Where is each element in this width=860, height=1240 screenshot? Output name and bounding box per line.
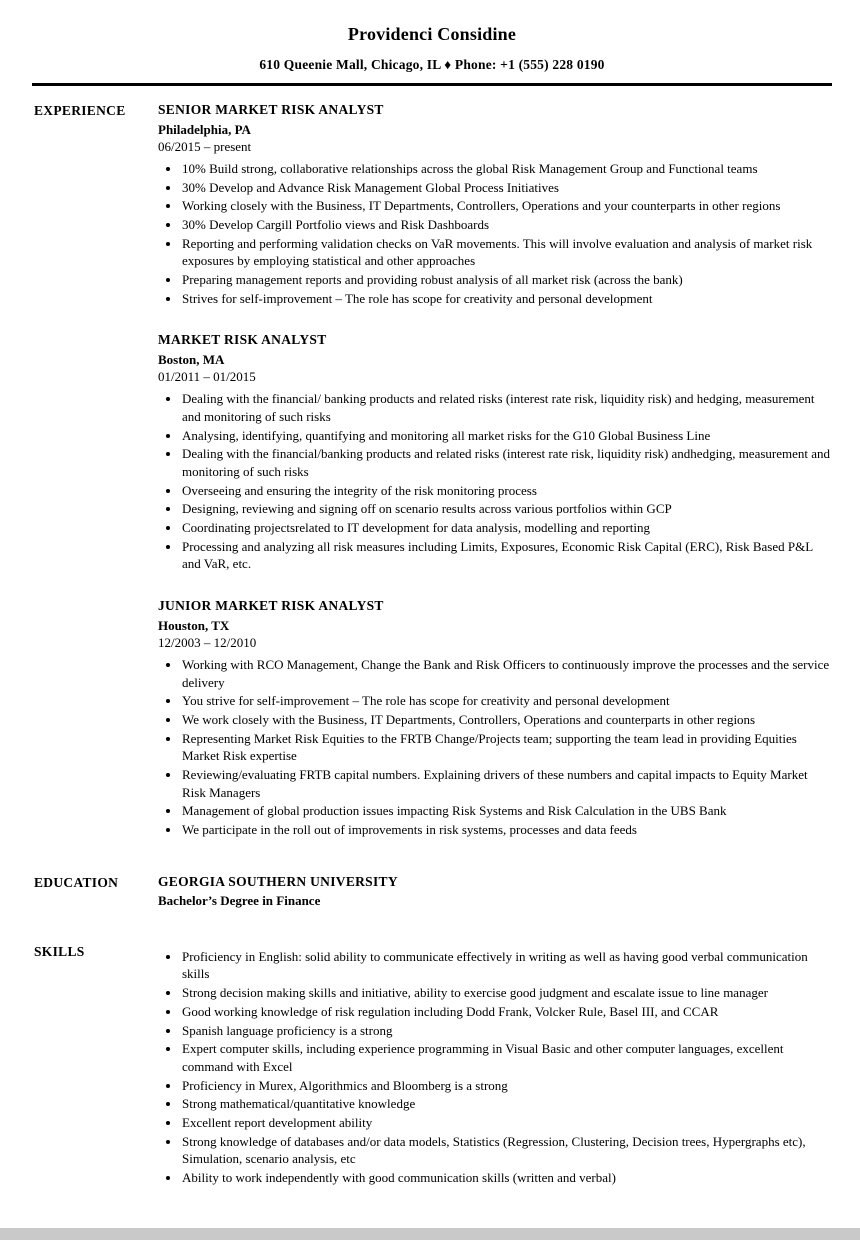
bullet-item: • Coordinating projectsrelated to IT development for data analysis, modelling and reporting [181, 519, 830, 537]
bullet-item: • Proficiency in English: solid ability to communicate effectively in writing as well as having good verbal communication skills [181, 948, 830, 983]
person-name: Providenci Considine [347, 24, 517, 44]
bullet-item: • Proficiency in Murex, Algorithmics and Bloomberg is a strong [181, 1077, 830, 1095]
bullet-item: • Excellent report development ability [181, 1114, 830, 1132]
job-location: Philadelphia, PA [158, 122, 251, 137]
job-entry-market-risk-analyst [158, 332, 830, 573]
bullet-item: • Good working knowledge of risk regulation including Dodd Frank, Volcker Rule, Basel III, and CCAR [181, 1003, 830, 1021]
education-school: GEORGIA SOUTHERN UNIVERSITY [158, 873, 398, 889]
bullet-item: • Management of global production issues impacting Risk Systems and Risk Calculation in the UBS Bank [181, 802, 830, 820]
bullet-item: • Working with RCO Management, Change the Bank and Risk Officers to continuously improve the processes and the service delivery [181, 656, 830, 691]
bullet-item: • We work closely with the Business, IT Departments, Controllers, Operations and counterparts in other regions [181, 711, 830, 729]
bullet-item: • Spanish language proficiency is a strong [181, 1022, 830, 1040]
job-bullet-list [158, 160, 830, 307]
experience-content [158, 102, 830, 840]
job-entry-senior-market-risk-analyst [158, 102, 830, 307]
section-label-education: EDUCATION [34, 874, 119, 890]
bullet-item: • Representing Market Risk Equities to the FRTB Change/Projects team; supporting the team lead in providing Equities Market Risk expertise [181, 730, 830, 765]
bullet-item: • Reviewing/evaluating FRTB capital numbers. Explaining drivers of these numbers and capital impacts to Equity Market Risk Managers [181, 766, 830, 801]
skills-section [34, 943, 830, 1188]
job-dates: 06/2015 – present [158, 139, 252, 154]
bullet-item: • Dealing with the financial/banking products and related risks (interest rate risk, liquidity risk) andhedging, measurement and monitoring of such risks [181, 445, 830, 480]
education-degree: Bachelor’s Degree in Finance [158, 892, 321, 908]
job-location: Houston, TX [158, 618, 230, 634]
contact-line: 610 Queenie Mall, Chicago, IL ♦ Phone: +1 (555) 228 0190 [259, 57, 605, 72]
bullet-item: • Preparing management reports and providing robust analysis of all market risk (across the bank) [181, 271, 830, 289]
job-bullet-list [158, 390, 830, 573]
skills-bullet-list [158, 948, 830, 1187]
job-title: SENIOR MARKET RISK ANALYST [158, 102, 384, 117]
bullet-item: • Working closely with the Business, IT Departments, Controllers, Operations and your counterparts in other regions [181, 197, 830, 215]
job-title: MARKET RISK ANALYST [158, 332, 327, 348]
bullet-item: • Strong decision making skills and initiative, ability to exercise good judgment and escalate issue to line manager [181, 984, 830, 1002]
bullet-item: • Designing, reviewing and signing off on scenario results across various portfolios within GCP [181, 500, 830, 518]
experience-section [34, 102, 830, 840]
bullet-item: • Analysing, identifying, quantifying and monitoring all market risks for the G10 Global Business Line [181, 427, 830, 445]
job-location: Boston, MA [158, 352, 225, 368]
bullet-item: • Strong mathematical/quantitative knowledge [181, 1095, 830, 1113]
bullet-item: • Strong knowledge of databases and/or data models, Statistics (Regression, Clustering, Decision trees, Hypergraphs etc), Simulation, scenario analysis, etc [181, 1133, 830, 1168]
bullet-item: • Processing and analyzing all risk measures including Limits, Exposures, Economic Risk Capital (ERC), Risk Based P&L and VaR, etc. [181, 538, 830, 573]
header-divider [32, 83, 832, 86]
bullet-item: • 30% Develop Cargill Portfolio views and Risk Dashboards [181, 216, 830, 234]
job-title: JUNIOR MARKET RISK ANALYST [158, 598, 384, 614]
job-dates: 01/2011 – 01/2015 [158, 369, 256, 385]
bullet-item: • Strives for self-improvement – The role has scope for creativity and personal development [181, 290, 830, 308]
bullet-item: • Dealing with the financial/ banking products and related risks (interest rate risk, liquidity risk) and hedging, measurement and monitoring of such risks [181, 390, 830, 425]
section-label-skills: SKILLS [34, 943, 85, 959]
bullet-item: • Overseeing and ensuring the integrity of the risk monitoring process [181, 482, 830, 500]
education-content [158, 874, 830, 909]
job-dates: 12/2003 – 12/2010 [158, 635, 257, 651]
resume-header [34, 24, 830, 86]
bullet-item: • 10% Build strong, collaborative relationships across the global Risk Management Group and Functional teams [181, 160, 830, 178]
education-section [34, 874, 830, 909]
bullet-item: • We participate in the roll out of improvements in risk systems, processes and data feeds [181, 821, 830, 839]
bullet-item: • Reporting and performing validation checks on VaR movements. This will involve evaluation and analysis of market risk exposures by employing statistical and other approaches [181, 235, 830, 270]
skills-content [158, 943, 830, 1188]
job-bullet-list [158, 656, 830, 839]
bullet-item: • Ability to work independently with good communication skills (written and verbal) [181, 1169, 830, 1187]
bullet-item: • You strive for self-improvement – The role has scope for creativity and personal development [181, 692, 830, 710]
job-entry-junior-market-risk-analyst [158, 598, 830, 839]
section-label-experience: EXPERIENCE [34, 103, 126, 118]
page-bottom-edge [0, 1228, 860, 1240]
bullet-item: • Expert computer skills, including experience programming in Visual Basic and other computer languages, excellent command with Excel [181, 1040, 830, 1075]
bullet-item: • 30% Develop and Advance Risk Management Global Process Initiatives [181, 179, 830, 197]
